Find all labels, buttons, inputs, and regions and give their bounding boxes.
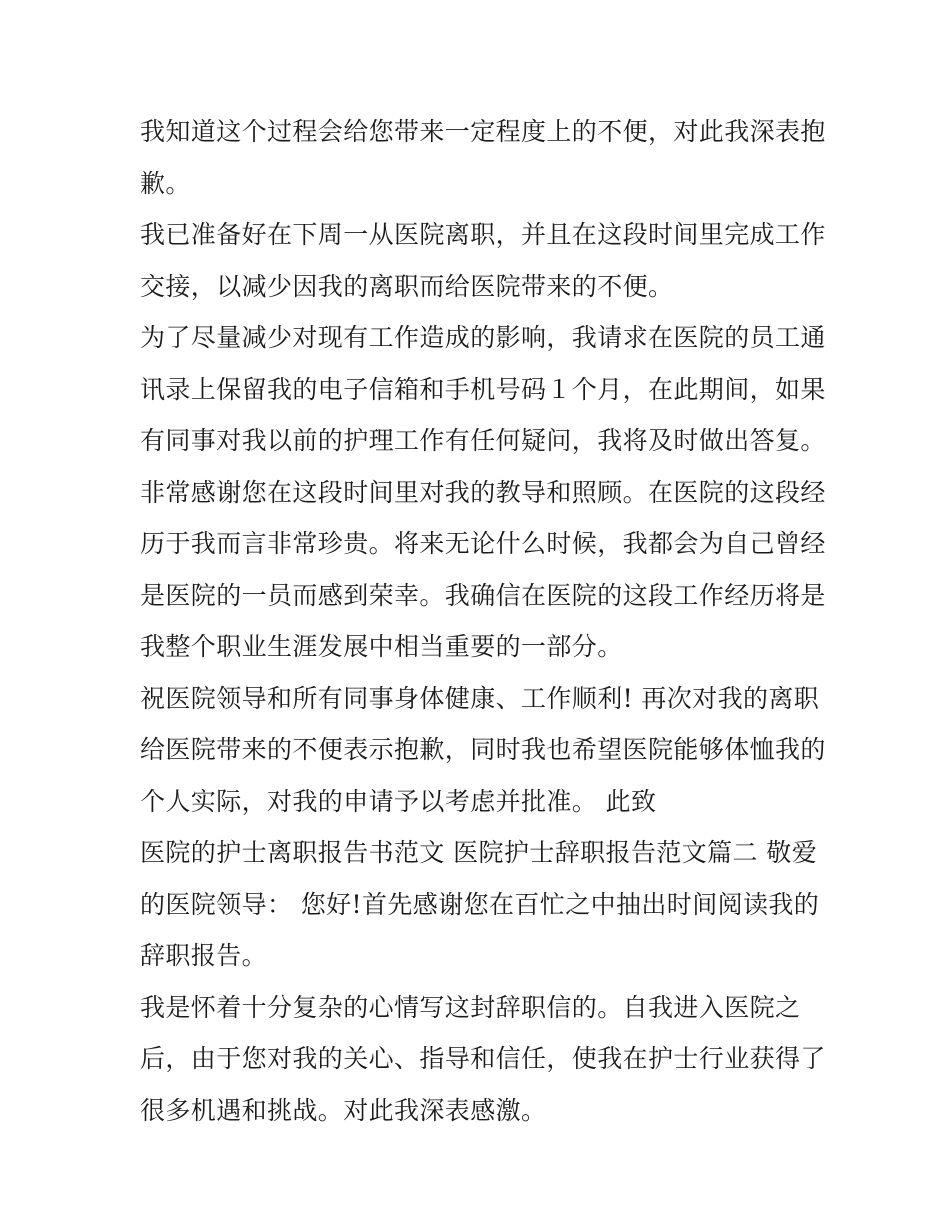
- text-line: 歉。: [140, 168, 191, 198]
- text-line: 很多机遇和挑战。对此我深表感激。: [140, 1095, 547, 1125]
- text-line: 历于我而言非常珍贵。将来无论什么时候，我都会为自己曾经: [140, 529, 826, 558]
- text-line: 医院的护士离职报告书范文 医院护士辞职报告范文篇二 敬爱: [140, 838, 818, 867]
- text-line: 交接，以减少因我的离职而给医院带来的不便。: [140, 271, 674, 301]
- text-line: 我整个职业生涯发展中相当重要的一部分。: [140, 632, 623, 661]
- document-body: [140, 106, 826, 1136]
- text-line: 非常感谢您在这段时间里对我的教导和照顾。在医院的这段经: [140, 477, 826, 507]
- text-line: 的医院领导： 您好!首先感谢您在百忙之中抽出时间阅读我的: [140, 889, 820, 919]
- text-line: 祝医院领导和所有同事身体健康、工作顺利! 再次对我的离职: [140, 683, 820, 713]
- text-line: 讯录上保留我的电子信箱和手机号码１个月，在此期间，如果: [140, 374, 826, 404]
- text-line: 我已准备好在下周一从医院离职，并且在这段时间里完成工作: [140, 220, 826, 249]
- text-line: 后，由于您对我的关心、指导和信任，使我在护士行业获得了: [140, 1044, 826, 1073]
- text-line: 我是怀着十分复杂的心情写这封辞职信的。自我进入医院之: [140, 992, 801, 1022]
- text-line: 我知道这个过程会给您带来一定程度上的不便，对此我深表抱: [140, 117, 826, 146]
- text-line: 为了尽量减少对现有工作造成的影响，我请求在医院的员工通: [140, 323, 826, 352]
- text-line: 有同事对我以前的护理工作有任何疑问，我将及时做出答复。: [140, 426, 826, 455]
- text-line: 给医院带来的不便表示抱歉，同时我也希望医院能够体恤我的: [140, 735, 826, 764]
- text-line: 是医院的一员而感到荣幸。我确信在医院的这段工作经历将是: [140, 580, 826, 610]
- text-line: 辞职报告。: [140, 941, 268, 970]
- text-line: 个人实际，对我的申请予以考虑并批准。 此致: [140, 786, 657, 816]
